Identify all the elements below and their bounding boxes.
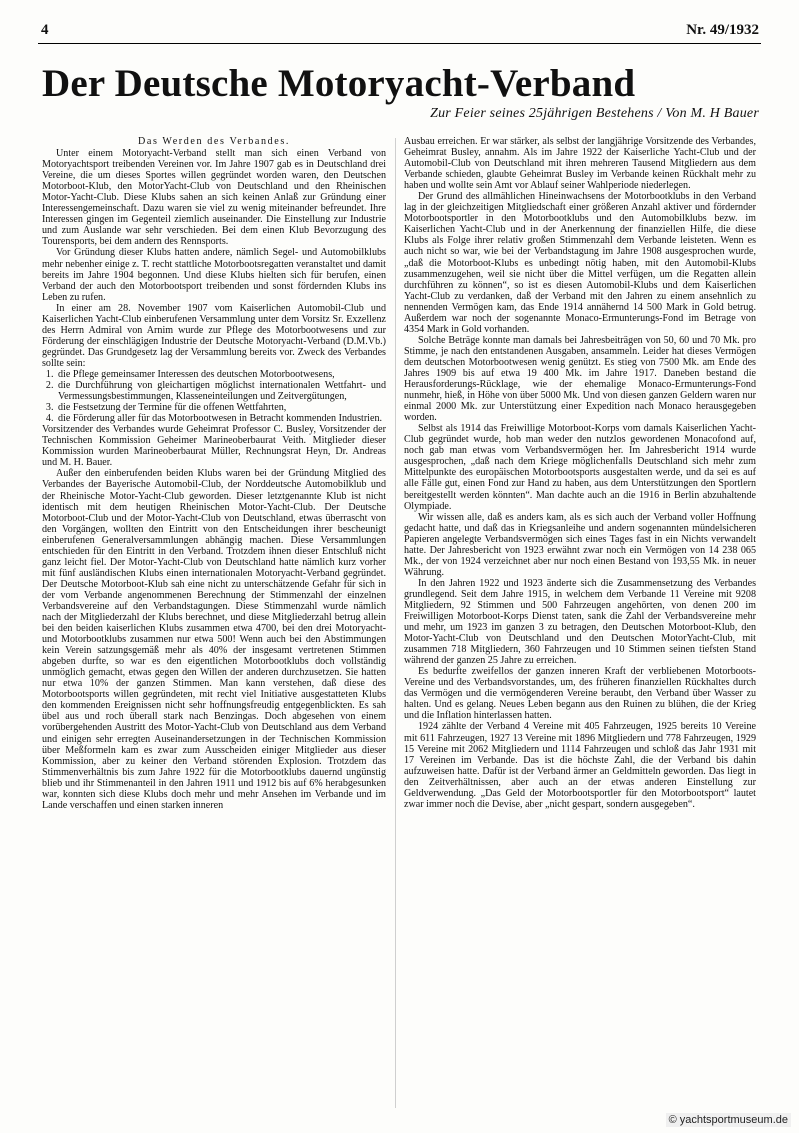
article-subtitle: Zur Feier seines 25jährigen Bestehens / Von M. H Bauer (430, 106, 759, 121)
paragraph: Vorsitzender des Verbandes wurde Geheimrat Professor C. Busley, Vorsitzender der Technischen Kommission Geheimer Marineoberbaurat Veith. Mitglieder dieser Kommission wurden Marineoberbaurat Müller, Rechnungsrat Heyn, Dr. Andreas und M. H. Bauer. (42, 424, 386, 469)
paragraph: 1924 zählte der Verband 4 Vereine mit 405 Fahrzeugen, 1925 bereits 10 Vereine mit 611 Fahrzeugen, 1927 13 Vereine mit 1896 Mitgliedern und 778 Fahrzeugen, 1929 15 Vereine mit 2062 Mitgliedern und 1114 Fahrzeugen und schloß das Jahr 1931 mit 17 Vereinen im Verbande. Das ist die höchste Zahl, die der Verband bis dahin aufzuweisen hatte. Dafür ist der Verband ärmer an Geldmitteln geworden. Das liegt in den Zeitverhältnissen, aber auch an der etwas anderen Einstellung zur Geldverwendung. „Das Geld der Motorbootsportler für den Motorbootsport“ lautet zwar immer noch die Devise, aber „nicht gespart, sondern ausgegeben“. (404, 721, 756, 810)
list-item: 2. die Durchführung von gleichartigen möglichst internationalen Wettfahrt- und Vermessungsbestimmungen, Klasseneinteilungen und Zeitvergütungen, (56, 380, 386, 402)
purpose-list (42, 369, 386, 424)
paragraph: Unter einem Motoryacht-Verband stellt man sich einen Verband von Motoryachtsport treibenden Vereinen vor. Im Jahre 1907 gab es in Deutschland drei Vereine, die um dieses Sportes willen gegründet worden waren, den Deutschen Motorboot-Klub, den MotorYacht-Club von Deutschland und den Rheinischen Motor-Yacht-Club. Diese Klubs sahen an sich keinen Anlaß zur Gründung einer Interessengemeinschaft. Dazu waren sie viel zu wenig miteinander befreundet. Ihre Interessen gingen im Gegenteil ziemlich auseinander. Die Einstellung zur Industrie und zum Auslande war sehr verschieden. Bei dem einen Klub Bevorzugung des Tourensports, bei dem andern des Rennsports. (42, 148, 386, 248)
paragraph: Es bedurfte zweifellos der ganzen inneren Kraft der verbliebenen Motorboots-Vereine und des Verbandsvorstandes, um, des früheren finanziellen Rückhaltes durch das Vermögen und die vermögenderen Vereine beraubt, den Verband über Wasser zu halten. Und es gelang. Neues Leben begann aus den Ruinen zu blühen, die der Krieg und die Inflation hinterlassen hatten. (404, 666, 756, 722)
paragraph: Vor Gründung dieser Klubs hatten andere, nämlich Segel- und Automobilklubs mehr nebenher einige z. T. recht stattliche Motorbootsregatten veranstaltet und damit bereits im Jahre 1904 begonnen. Und diese Klubs hielten sich für berufen, einen Verband der auch den Motorbootsport treibenden und sonst fördernden Klubs ins Leben zu rufen. (42, 247, 386, 303)
paragraph: In den Jahren 1922 und 1923 änderte sich die Zusammensetzung des Verbandes grundlegend. Seit dem Jahre 1915, in welchem dem Verbande 11 Vereine mit 9208 Mitgliedern, 92 Stimmen und 500 Fahrzeugen angehörten, von denen 200 im Freiwilligen Motorboot-Korps Dienst taten, sank die Zahl der Verbandsvereine mehr und mehr, um 1923 im ganzen 3 zu betragen, den Deutschen Motorboot-Klub, den Motor-Yacht-Club von Deutschland und den Deutschen MotorYacht-Club, mit zusammen 718 Mitgliedern, 360 Fahrzeugen und 10 Stimmen seinen tiefsten Stand während der ganzen 25 Jahre zu erreichen. (404, 577, 756, 667)
list-item: 4. die Förderung aller für das Motorbootwesen in Betracht kommenden Industrien. (56, 413, 386, 424)
paragraph: Der Grund des allmählichen Hineinwachsens der Motorbootklubs in den Verband lag in der gleichzeitigen Mitgliedschaft einer größeren Anzahl aktiver und fördernder Motorbootsportler in den Motorbootklubs und den Automobilklubs bezw. im Kaiserlichen Yacht-Club und in der Anerkennung der finanziellen Hilfe, die diese Klubs als Folge ihrer relativ großen Stimmenzahl dem Verbande leisteten. Wenn es auch nicht so war, wie bei der Verbandstagung im Jahre 1908 ausgesprochen wurde, „daß die Motorboot-Klubs es unbedingt nötig haben, mit den Automobil-Klubs zusammenzugehen, weil sie nicht über die Mittel verfügen, um die Regatten allein durchführen zu können“, so ist es diesen Automobil-Klubs und dem Kaiserlichen Yacht-Club zu verdanken, daß der Verband mit den Jahren zu einem ansehnlich zu nennenden Vermögen kam, das Ende 1914 annähernd 14 500 Mark in Gold betrug. Außerdem war noch der sogenannte Monaco-Ermunterungs-Fond im Betrage von 4354 Mark in Gold vorhanden. (404, 191, 756, 335)
section-heading: Das Werden des Verbandes. (137, 136, 291, 147)
issue-number: Nr. 49/1932 (686, 22, 759, 38)
page-number: 4 (41, 22, 49, 38)
paragraph: Selbst als 1914 das Freiwillige Motorboot-Korps vom damals Kaiserlichen Yacht-Club gegründet wurde, hob man weder den nutzlos gewordenen Monacofond auf, noch gab man etwas vom Verbandsvermögen her. Im Jahresbericht 1914 wurde ausgesprochen, „daß nach dem Kriege möglichenfalls Deutschland sich mehr zum Mittelpunkte des europäischen Motorbootsports ausgestalten werde, und da sei es auf alle Fälle gut, einen Fond zur Hand zu haben, aus dem Unterstützungen den Sportlern bereitgestellt werden könnten“. Man dachte auch an die 1916 in Berlin abzuhaltende Olympiade. (404, 423, 756, 512)
paragraph: Ausbau erreichen. Er war stärker, als selbst der langjährige Vorsitzende des Verbandes, Geheimrat Busley, annahm. Als im Jahre 1922 der Kaiserliche Yacht-Club und der Automobil-Club von Deutschland mit ihren mehreren Tausend Mitgliedern aus dem Verbande schieden, glaubte Geheimrat Busley im Verbande keinen Rückhalt mehr zu haben und wollte sein Amt vor Ablauf seiner Wahlperiode niederlegen. (404, 136, 756, 192)
left-column (42, 136, 386, 811)
watermark-text: © yachtsportmuseum.de (666, 1113, 791, 1127)
right-column (404, 136, 756, 810)
header-rule (38, 43, 761, 44)
paragraph: Wir wissen alle, daß es anders kam, als es sich auch der Verband voller Hoffnung gedacht hatte, und daß das in Kriegsanleihe und andern sogenannten mündelsicheren Papieren angelegte Verbandsvermögen sich eines Tages fast in ein Nichts verwandelt hatte. Der Jahresbericht von 1923 erwähnt zwar noch ein Vermögen von 14 238 065 Mk., der von 1924 verzeichnet aber nur noch einen Bestand von 193,55 Mk. in neuer Währung. (404, 511, 756, 578)
list-item: 3. die Festsetzung der Termine für die offenen Wettfahrten, (56, 402, 386, 413)
list-item: 1. die Pflege gemeinsamer Interessen des deutschen Motorbootwesens, (56, 369, 386, 380)
paragraph: Außer den einberufenden beiden Klubs waren bei der Gründung Mitglied des Verbandes der Bayerische Automobil-Club, der Norddeutsche Automobilklub und der Rheinische Motor-Yacht-Club geworden. Dieser letztgenannte Klub ist nicht identisch mit dem heutigen Rheinischen Motor-Yacht-Club. Der Deutsche Motorboot-Club und der Motor-Yacht-Club von Deutschland, etwas überrascht von den Vorgängen, wollten den Eintritt von den Entscheidungen ihrer bescheunigt einberufenen Generalversammlungen abhängig machen. Diese Versammlungen entschieden für den Eintritt in den Verband. Trotzdem ihnen dieser Entschluß nicht ganz leicht fiel. Der Motor-Yacht-Club von Deutschland hatte nämlich kurz vorher mit fünf ausländischen Klubs einen internationalen Motoryacht-Verband gegründet. Der Deutsche Motorboot-Klub sah eine nicht zu unterschätzende Gefahr für sich in der vom Verbande angenommenen Berechnung der Stimmenzahl der einzelnen Verbandsvereine auf den Verbandstagungen. Diese Stimmenzahl wurde nämlich nach der Mitgliederzahl der Klubs berechnet, und diese Mitgliederzahl betrug allein bei den beiden kaiserlichen Klubs zusammen etwa 4700, bei den drei Motoryacht- und Motorbootklubs zusammen nur etwa 500! Wenn auch bei den Abstimmungen kein Verein satzungsgemäß mehr als 40% der insgesamt vertretenen Stimmen abgeben durfte, so war es den eigentlichen Motorbootklubs doch vollständig unmöglich gemacht, etwas gegen den Willen der anderen durchzusetzen. Sie hatten nur etwa 10% der ganzen Stimmen. Man kann verstehen, daß diese des Motorbootsports willen gegründeten, mit recht viel Initiative ausgestatteten Klubs den kommenden Ereignissen nicht sehr hoffnungsfreudig entgegenblickten. Es sah übel aus und roch überall stark nach Benzingas. Doch abgesehen von einem vorübergehenden Austritt des Motor-Yacht-Club von Deutschland aus dem Verband und einigen sehr erregten Auseinandersetzungen in der Technischen Kommission über Meßformeln kam es zwar zum Ausscheiden einiger Mitglieder aus dieser Kommission, aber zu keiner den Verband störenden Explosion. Trotzdem das Stimmenverhältnis bis zum Jahre 1922 für die Motorbootklubs dauernd ungünstig blieb und ihr Stimmenanteil in den Jahren 1911 und 1912 bis auf 6% herabgesunken war, konnten sich diese Klubs doch mehr und mehr Ansehen im Verbande und im Lande verschaffen und einen starken inneren (42, 468, 386, 811)
paragraph: Solche Beträge konnte man damals bei Jahresbeiträgen von 50, 60 und 70 Mk. pro Stimme, je nach den entstandenen Ausgaben, ansammeln. Leider hat dieses Vermögen dem deutschen Motorbootwesen wenig genützt. Es stieg von 7500 Mk. am Ende des Jahres 1909 bis auf etwa 19 400 Mk. im Jahre 1917. Daneben bestand die Herausforderungs-Rücklage, wie der ehemalige Monaco-Ermunterungs-Fond nunmehr, hieß, in Höhe von über 5000 Mk. Und von diesen ganzen Geldern waren nur einmal 2000 Mk. zur Unterstützung einer Expedition nach Monaco herausgegeben worden. (404, 334, 756, 424)
paragraph: In einer am 28. November 1907 vom Kaiserlichen Automobil-Club und Kaiserlichen Yacht-Club einberufenen Versammlung unter dem Vorsitz Sr. Exzellenz des Herrn Admiral von Arnim wurde zur Pflege des Motorbootwesens und zur Förderung der einschlägigen Industrie der Deutsche Motoryacht-Verband (D.M.Vb.) gegründet. Das Grundgesetz lag der Versammlung bereits vor. Zweck des Verbandes sollte sein: (42, 302, 386, 369)
article-title: Der Deutsche Motoryacht-Verband (42, 62, 636, 105)
column-divider (395, 138, 396, 1108)
